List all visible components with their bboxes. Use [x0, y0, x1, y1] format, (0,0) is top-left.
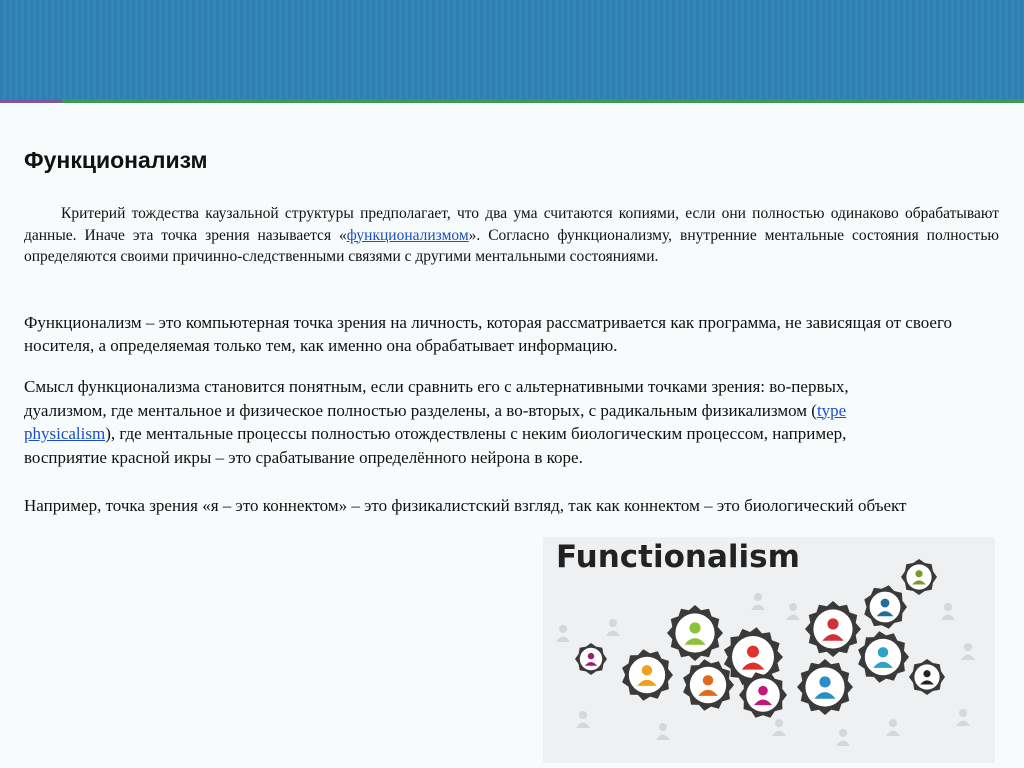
header-accent-purple — [0, 99, 62, 103]
gear-icon — [858, 631, 909, 682]
background-person-icon — [751, 593, 765, 610]
figure-title: Functionalism — [556, 539, 800, 575]
background-person-icon — [836, 729, 850, 746]
p1-text-after: ». Согласно функционализму, внутренние ментальные состояния полностью определяются своими причинно-следственными связями с другими ментальными состояниями. — [24, 226, 999, 265]
background-person-icon — [786, 603, 800, 620]
gear-icon — [622, 649, 673, 700]
paragraph-criterion — [24, 203, 999, 268]
gear-icon — [864, 585, 907, 628]
p3-text-after: ), где ментальные процессы полностью отождествлены с неким биологическим процессом, например, восприятие красной икры – это срабатывание определённого нейрона в коре. — [24, 424, 847, 467]
page-title: Функционализм — [24, 147, 208, 173]
header-band — [0, 0, 1024, 101]
background-person-icon — [606, 619, 620, 636]
gear-icon — [797, 659, 853, 715]
paragraph-comparison — [24, 375, 924, 469]
background-person-icon — [656, 723, 670, 740]
p3-text-before: Смысл функционализма становится понятным, если сравнить его с альтернативными точками зрения: во-первых, дуализмом, где ментальное и физическое полностью разделены, а во-вторых, с радикальным физикализмом ( — [24, 377, 849, 420]
gears-illustration — [543, 537, 995, 763]
background-person-icon — [772, 719, 786, 736]
functionalism-figure — [543, 537, 995, 763]
paragraph-example: Например, точка зрения «я – это коннектом» – это физикалистский взгляд, так как коннектом – это биологический объект — [24, 496, 907, 515]
functionalism-link[interactable]: функционализмом — [346, 226, 469, 244]
header-accent-green — [62, 99, 1024, 103]
background-person-icon — [576, 711, 590, 728]
gear-icon — [667, 605, 723, 661]
background-person-icon — [956, 709, 970, 726]
type-physicalism-link[interactable]: type physicalism — [24, 400, 847, 443]
gear-icon — [901, 559, 937, 595]
background-person-icon — [556, 625, 570, 642]
paragraph-definition: Функционализм – это компьютерная точка зрения на личность, которая рассматривается как программа, не зависящая от своего носителя, а определяемая только тем, как именно она обрабатывает информацию. — [24, 313, 953, 355]
gear-icon — [683, 659, 734, 710]
gear-icon — [575, 643, 607, 675]
gear-icon — [909, 659, 945, 695]
background-person-icon — [961, 643, 975, 660]
gear-icon — [805, 601, 861, 657]
background-person-icon — [886, 719, 900, 736]
p1-text-before: Критерий тождества каузальной структуры предполагает, что два ума считаются копиями, если они полностью одинаково обрабатывают данные. Иначе эта точка зрения называется « — [24, 205, 999, 244]
background-person-icon — [941, 603, 955, 620]
